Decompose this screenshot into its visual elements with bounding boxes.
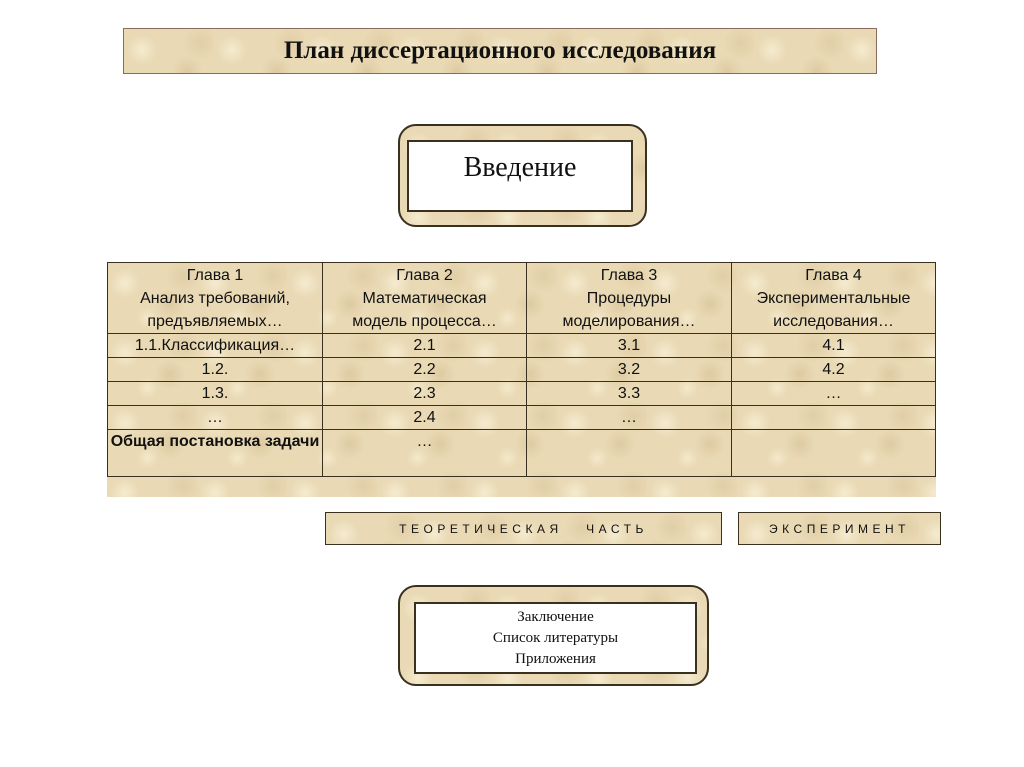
table-header-row [108, 263, 936, 334]
table-cell: 1.2. [108, 358, 323, 382]
table-cell: 1.1.Классификация… [108, 334, 323, 358]
slide-title: План диссертационного исследования [123, 28, 877, 74]
chapter-2-header [323, 263, 527, 334]
table-cell: 3.3 [527, 382, 732, 406]
chapter-subtitle: Экспериментальные [756, 289, 911, 307]
chapter-subtitle: модель процесса… [352, 312, 497, 330]
chapter-3-header [527, 263, 732, 334]
chapter-subtitle: Процедуры [586, 289, 672, 307]
experiment-text: ЭКСПЕРИМЕНТ [769, 521, 910, 536]
appendices-item: Приложения [515, 650, 596, 667]
table-cell: 4.2 [732, 358, 936, 382]
chapter-subtitle: исследования… [773, 312, 894, 330]
table-cell: 3.2 [527, 358, 732, 382]
table-cell: … [527, 406, 732, 430]
chapter-1-header [108, 263, 323, 334]
table-row [108, 406, 936, 430]
table-cell: … [108, 406, 323, 430]
chapter-title: Глава 3 [600, 266, 658, 284]
theory-text: ТЕОРЕТИЧЕСКАЯ ЧАСТЬ [399, 521, 648, 536]
chapter-subtitle: Математическая [362, 289, 487, 307]
chapter-title: Глава 4 [805, 266, 862, 284]
table-cell: 2.1 [323, 334, 527, 358]
experiment-label [738, 512, 941, 545]
chapter-subtitle: Анализ требований, [140, 289, 290, 307]
chapter-title: Глава 1 [186, 266, 244, 284]
chapter-4-header [732, 263, 936, 334]
chapter-subtitle: моделирования… [562, 312, 696, 330]
conclusion-item: Заключение [517, 608, 594, 625]
table-cell [732, 430, 936, 477]
chapter-title: Глава 2 [396, 266, 453, 284]
table-cell: … [323, 430, 527, 477]
table-cell [732, 406, 936, 430]
table-row [108, 430, 936, 477]
intro-label: Введение [463, 152, 577, 183]
references-item: Список литературы [492, 629, 619, 646]
table-cell: 1.3. [108, 382, 323, 406]
table-cell: 2.4 [323, 406, 527, 430]
conclusion-box [414, 602, 697, 674]
table-cell: Общая постановка задачи [108, 430, 323, 477]
table-row [108, 334, 936, 358]
chapter-subtitle: предъявляемых… [147, 312, 283, 330]
table-row [108, 358, 936, 382]
table-cell: 2.3 [323, 382, 527, 406]
theory-part-label [325, 512, 722, 545]
table-cell: 4.1 [732, 334, 936, 358]
chapters-table [107, 262, 936, 477]
table-cell [527, 430, 732, 477]
table-cell: … [732, 382, 936, 406]
table-cell: 3.1 [527, 334, 732, 358]
table-cell: 2.2 [323, 358, 527, 382]
intro-box [407, 140, 633, 212]
table-row [108, 382, 936, 406]
